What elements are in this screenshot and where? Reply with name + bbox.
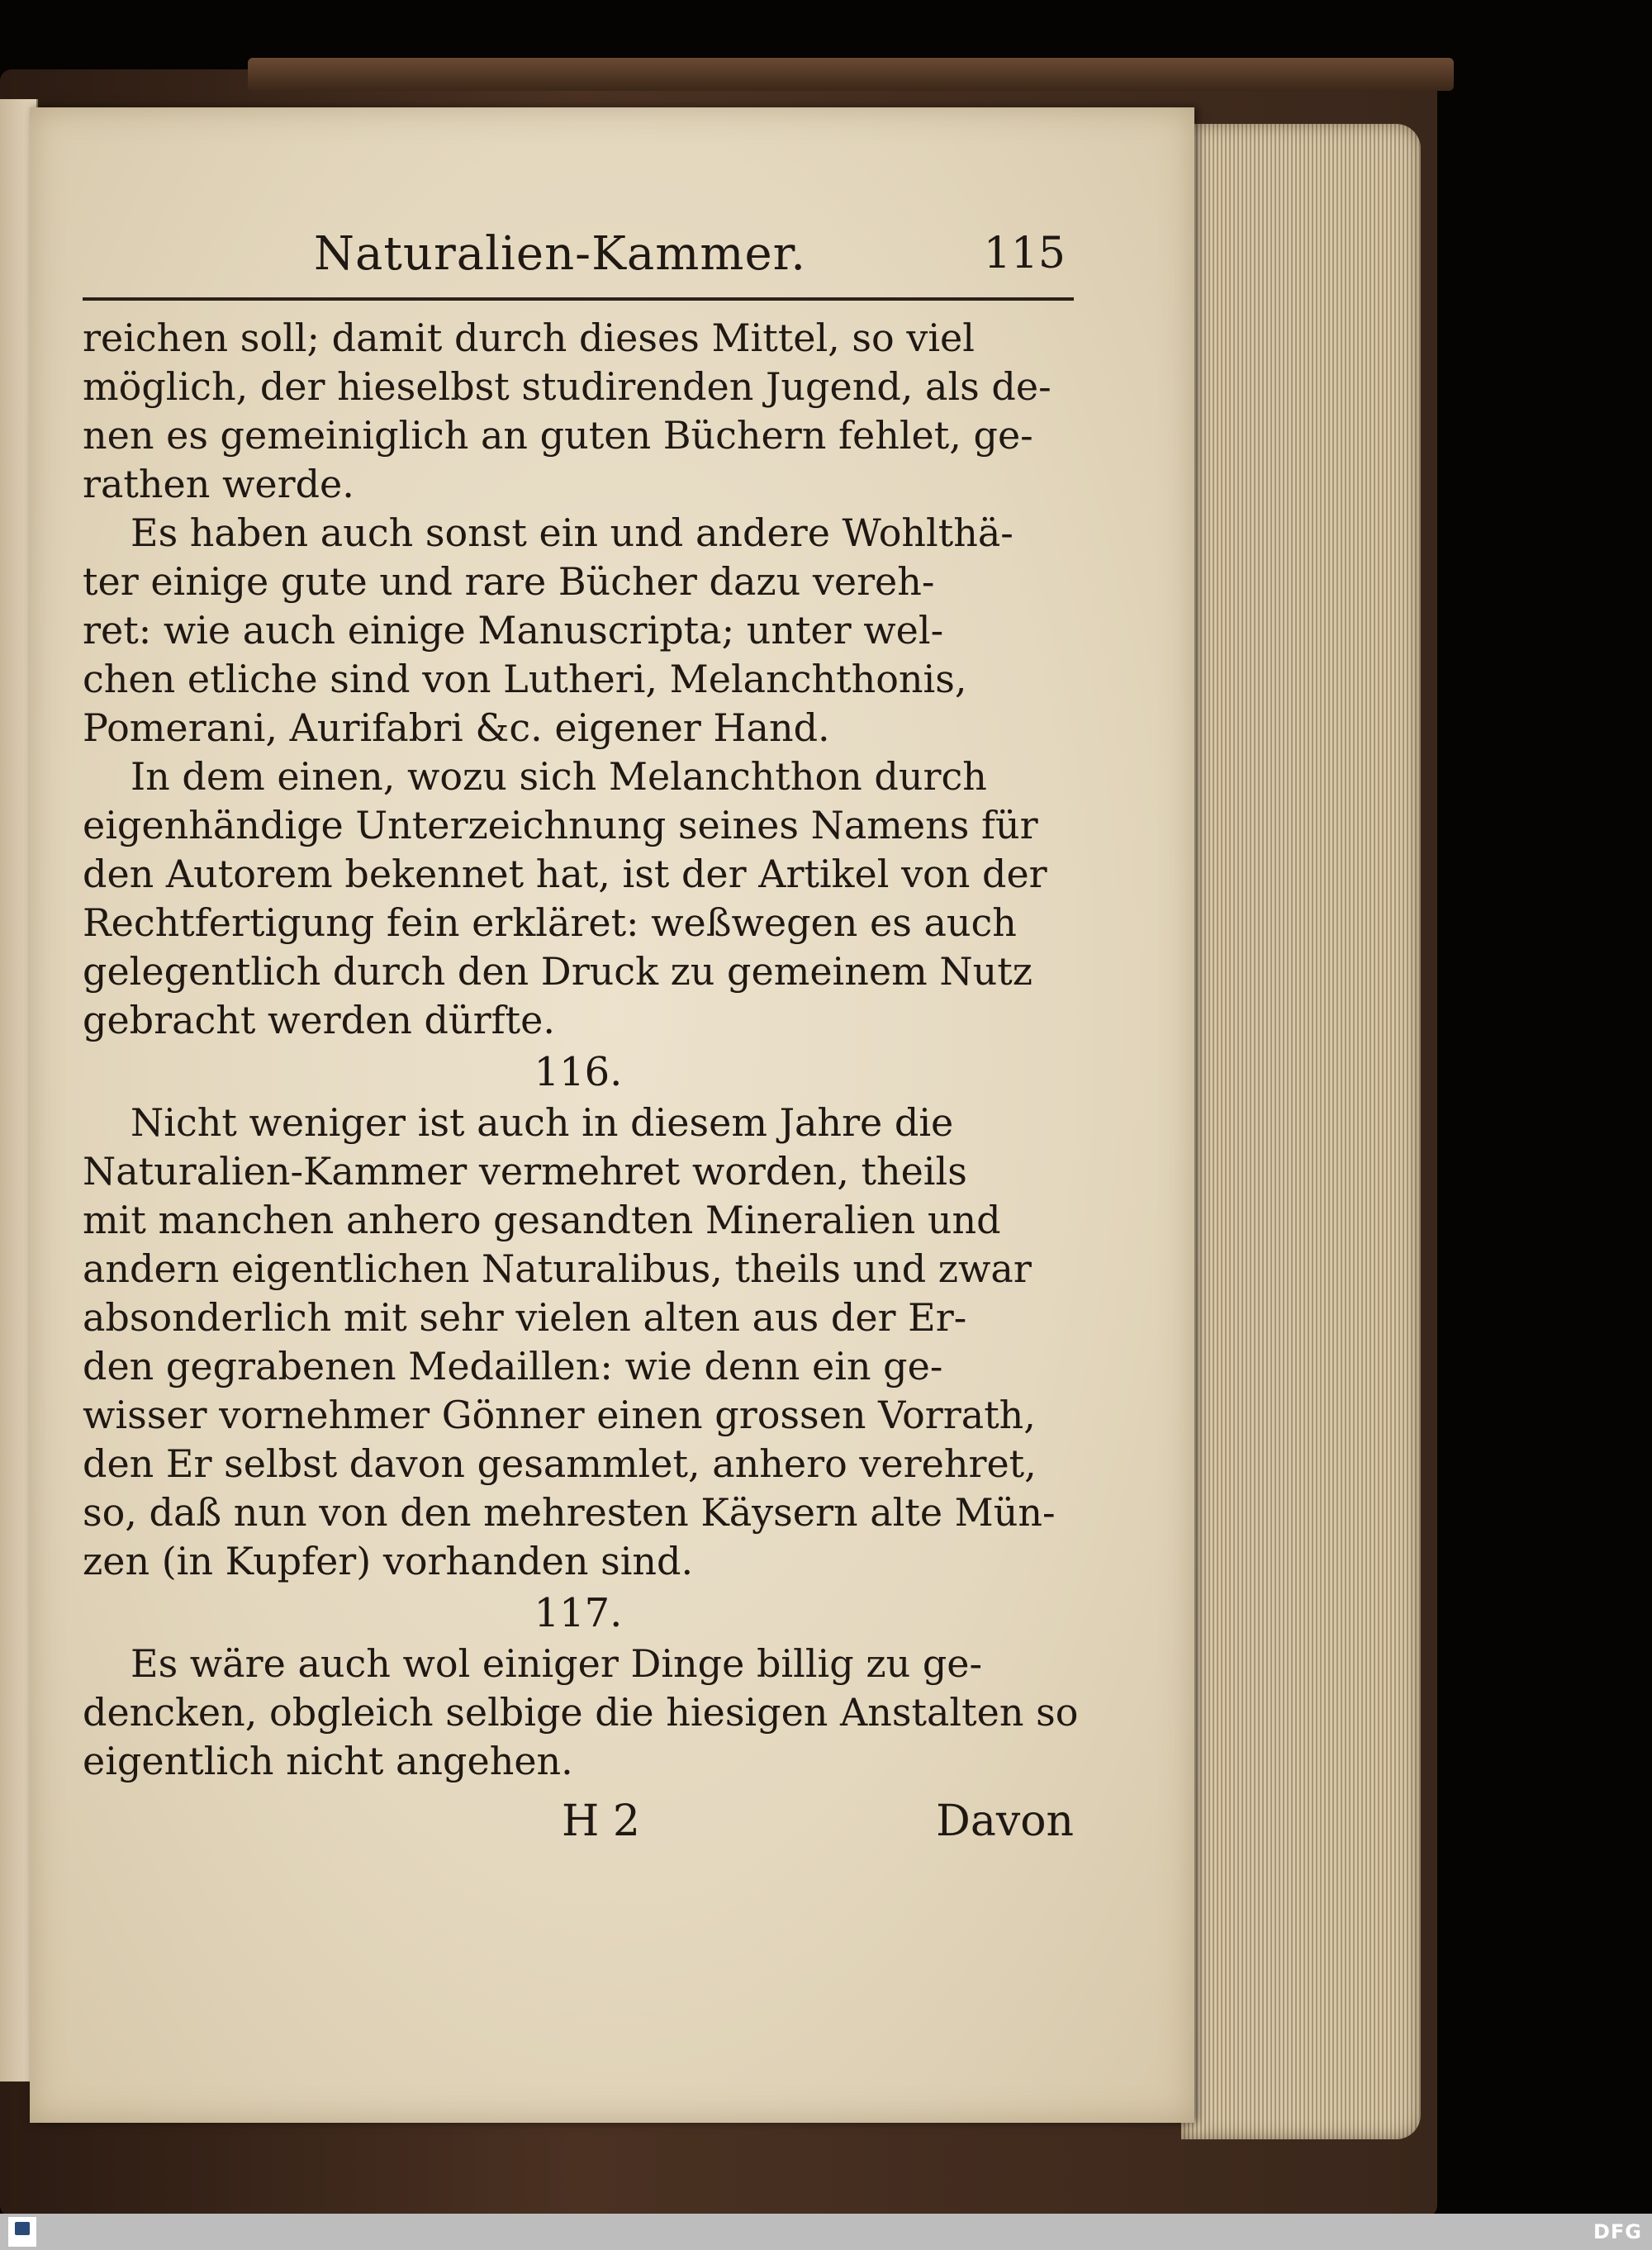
text-line: den Er selbst davon gesammlet, anhero verehret, [83,1441,1037,1486]
text-line: nen es gemeiniglich an guten Büchern fehlet, ge- [83,413,1033,458]
text-line: mit manchen anhero gesandten Mineralien und [83,1198,1001,1242]
section-116-text [83,1099,1074,1586]
text-line: reichen soll; damit durch dieses Mittel, so viel [83,316,975,360]
text-line: ter einige gute und rare Bücher dazu vereh- [83,559,935,604]
running-head [83,223,1074,292]
text-line: gebracht werden dürfte. [83,998,555,1042]
page-footer [83,1797,1074,1855]
text-line: In dem einen, wozu sich Melanchthon durch [131,754,987,799]
text-line: den Autorem bekennet hat, ist der Artikel von der [83,852,1047,896]
text-line: andern eigentlichen Naturalibus, theils und zwar [83,1246,1032,1291]
text-line: Naturalien-Kammer vermehret worden, theils [83,1149,967,1194]
dfg-logo: DFG [1593,2220,1642,2243]
text-line: gelegentlich durch den Druck zu gemeinem Nutz [83,949,1032,994]
text-line: absonderlich mit sehr vielen alten aus der Er- [83,1295,967,1340]
text-line: den gegrabenen Medaillen: wie denn ein ge- [83,1344,943,1388]
paragraph-3 [83,752,1074,1045]
running-title: Naturalien-Kammer. [314,227,807,281]
text-line: eigenhändige Unterzeichnung seines Namens für [83,803,1038,847]
header-rule [83,297,1074,301]
book-page [30,107,1194,2123]
viewer-bottom-bar [0,2214,1652,2250]
section-number-116: 116. [534,1049,623,1095]
text-line: Rechtfertigung fein erkläret: weßwegen es auch [83,900,1017,945]
paragraph-2 [83,509,1074,752]
text-line: eigentlich nicht angehen. [83,1739,573,1783]
section-117-text [83,1640,1079,1786]
page-block-edges [1181,124,1421,2139]
text-line: Es haben auch sonst ein und andere Wohlthä- [131,510,1014,555]
text-line: zen (in Kupfer) vorhanden sind. [83,1539,694,1583]
section-number-117: 117. [534,1590,623,1636]
text-line: chen etliche sind von Lutheri, Melanchthonis, [83,657,967,701]
text-line: möglich, der hieselbst studirenden Jugend, als de- [83,364,1051,409]
text-line: Nicht weniger ist auch in diesem Jahre die [131,1100,954,1145]
library-logo-icon [8,2217,36,2247]
cover-top-edge [248,58,1454,91]
text-line: rathen werde. [83,462,354,506]
signature-mark: H 2 [562,1797,640,1846]
text-line: dencken, obgleich selbige die hiesigen Anstalten so [83,1690,1079,1735]
paragraph-1 [83,314,1074,509]
text-line: wisser vornehmer Gönner einen grossen Vorrath, [83,1393,1036,1437]
page-number: 115 [983,229,1066,278]
text-line: ret: wie auch einige Manuscripta; unter wel- [83,608,944,653]
catchword: Davon [936,1797,1074,1846]
text-line: so, daß nun von den mehresten Käysern alte Mün- [83,1490,1056,1535]
page-text [83,223,1079,1855]
text-line: Es wäre auch wol einiger Dinge billig zu ge- [131,1641,983,1686]
text-line: Pomerani, Aurifabri &c. eigener Hand. [83,705,830,750]
